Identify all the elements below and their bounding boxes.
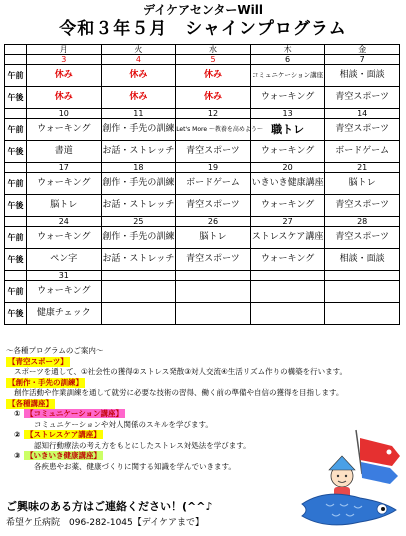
activity-cell bbox=[176, 303, 251, 325]
activity-cell: 青空スポーツ bbox=[325, 119, 400, 141]
am-row bbox=[5, 119, 400, 141]
date-cell: 12 bbox=[176, 109, 251, 119]
date-cell: 4 bbox=[101, 55, 176, 65]
lecture-label: 【各種講座】 bbox=[8, 398, 53, 408]
period-am-label: 午前 bbox=[5, 65, 27, 87]
activity-cell bbox=[250, 303, 325, 325]
activity-cell: ウォーキング bbox=[250, 195, 325, 217]
center-name: デイケアセンターWill bbox=[143, 3, 263, 17]
day-header-wed: 水 bbox=[176, 45, 251, 55]
activity-cell: ウォーキング bbox=[27, 173, 102, 195]
date-cell bbox=[250, 271, 325, 281]
activity-cell: ウォーキング bbox=[250, 141, 325, 163]
activity-cell bbox=[325, 303, 400, 325]
lecture-num-1: ① bbox=[14, 409, 21, 418]
period-pm-label: 午後 bbox=[5, 141, 27, 163]
pm-row bbox=[5, 303, 400, 325]
activity-cell: 青空スポーツ bbox=[325, 195, 400, 217]
activity-cell bbox=[325, 281, 400, 303]
date-cell: 21 bbox=[325, 163, 400, 173]
period-pm-label: 午後 bbox=[5, 87, 27, 109]
date-cell bbox=[176, 271, 251, 281]
health-lecture-label: 【いきいき健康講座】 bbox=[26, 451, 101, 460]
activity-cell: 青空スポーツ bbox=[176, 195, 251, 217]
activity-cell: ウォーキング bbox=[250, 249, 325, 271]
date-cell: 10 bbox=[27, 109, 102, 119]
activity-cell: ボードゲーム bbox=[325, 141, 400, 163]
notes-heading: ～各種プログラムのご案内～ bbox=[6, 346, 104, 355]
big-carp-icon bbox=[302, 494, 396, 525]
activity-cell: お話・ストレッチ bbox=[101, 141, 176, 163]
activity-cell: 脳トレ bbox=[176, 227, 251, 249]
date-row bbox=[5, 217, 400, 227]
date-cell bbox=[325, 271, 400, 281]
activity-cell: いきいき健康講座 bbox=[250, 173, 325, 195]
activity-cell: 青空スポーツ bbox=[176, 249, 251, 271]
koinobori-illustration bbox=[296, 426, 402, 530]
am-row bbox=[5, 281, 400, 303]
activity-cell: お話・ストレッチ bbox=[101, 249, 176, 271]
contact-phone: 希望ケ丘病院 096-282-1045【デイケアまで】 bbox=[6, 518, 204, 528]
sports-label: 【青空スポーツ】 bbox=[8, 356, 68, 366]
date-cell: 19 bbox=[176, 163, 251, 173]
pm-row bbox=[5, 87, 400, 109]
date-cell: 7 bbox=[325, 55, 400, 65]
period-am-label: 午前 bbox=[5, 227, 27, 249]
activity-cell: 休み bbox=[176, 65, 251, 87]
activity-cell: 相談・面談 bbox=[325, 65, 400, 87]
page-title: 令和３年５月 シャインプログラム bbox=[59, 19, 347, 39]
craft-label: 【創作・手先の訓練】 bbox=[8, 377, 83, 387]
day-header-fri: 金 bbox=[325, 45, 400, 55]
stress-lecture-text: 認知行動療法の考え方をもとにしたストレス対処法を学びます。 bbox=[34, 440, 251, 450]
pm-row bbox=[5, 249, 400, 271]
activity-cell: お話・ストレッチ bbox=[101, 195, 176, 217]
activity-cell: 書道 bbox=[27, 141, 102, 163]
activity-cell: 休み bbox=[27, 87, 102, 109]
activity-cell: 健康チェック bbox=[27, 303, 102, 325]
craft-text: 創作活動や作業訓練を通して就労に必要な技術の習得、働く前の準備や自信の獲得を目指します。 bbox=[14, 388, 344, 397]
activity-cell: 相談・面談 bbox=[325, 249, 400, 271]
period-am-label: 午前 bbox=[5, 281, 27, 303]
comm-lecture-label: 【コミュニケーション講座】 bbox=[26, 409, 124, 418]
date-row bbox=[5, 55, 400, 65]
period-pm-label: 午後 bbox=[5, 195, 27, 217]
activity-cell: Let's More ～教養を高めよう～ bbox=[176, 119, 251, 141]
activity-cell: 脳トレ bbox=[325, 173, 400, 195]
date-cell: 14 bbox=[325, 109, 400, 119]
corner-cell bbox=[5, 45, 27, 55]
period-am-label: 午前 bbox=[5, 119, 27, 141]
activity-cell: ウォーキング bbox=[27, 281, 102, 303]
lecture-num-2: ② bbox=[14, 430, 21, 439]
child-icon bbox=[329, 456, 355, 499]
date-cell: 11 bbox=[101, 109, 176, 119]
activity-cell: ウォーキング bbox=[27, 227, 102, 249]
activity-cell: コミュニケーション講座 bbox=[250, 65, 325, 87]
activity-cell: 職トレ bbox=[250, 119, 325, 141]
schedule-table bbox=[4, 44, 400, 325]
date-cell: 31 bbox=[27, 271, 102, 281]
activity-cell bbox=[250, 281, 325, 303]
day-header-tue: 火 bbox=[101, 45, 176, 55]
date-cell bbox=[101, 271, 176, 281]
activity-cell: 休み bbox=[27, 65, 102, 87]
activity-cell: 青空スポーツ bbox=[325, 227, 400, 249]
date-row bbox=[5, 109, 400, 119]
am-row bbox=[5, 65, 400, 87]
activity-cell: ウォーキング bbox=[27, 119, 102, 141]
date-cell: 24 bbox=[27, 217, 102, 227]
activity-cell: 休み bbox=[176, 87, 251, 109]
day-header-thu: 木 bbox=[250, 45, 325, 55]
activity-cell: 休み bbox=[101, 65, 176, 87]
pm-row bbox=[5, 141, 400, 163]
activity-cell: ペン字 bbox=[27, 249, 102, 271]
period-pm-label: 午後 bbox=[5, 303, 27, 325]
activity-cell: 創作・手先の訓練 bbox=[101, 119, 176, 141]
date-cell: 20 bbox=[250, 163, 325, 173]
activity-cell: 休み bbox=[101, 87, 176, 109]
contact-message: ご興味のある方はご連絡ください！(^^♪ bbox=[6, 500, 213, 513]
activity-cell bbox=[101, 303, 176, 325]
period-am-label: 午前 bbox=[5, 173, 27, 195]
activity-cell: 青空スポーツ bbox=[176, 141, 251, 163]
carp-streamer-icon bbox=[356, 430, 400, 484]
date-cell: 3 bbox=[27, 55, 102, 65]
date-cell: 25 bbox=[101, 217, 176, 227]
am-row bbox=[5, 227, 400, 249]
date-cell: 18 bbox=[101, 163, 176, 173]
date-cell: 13 bbox=[250, 109, 325, 119]
activity-cell: 脳トレ bbox=[27, 195, 102, 217]
sports-text: スポーツを通して、①社会性の獲得②ストレス発散③対人交流④生活リズム作りの構築を行います。 bbox=[14, 367, 347, 376]
activity-cell: ストレスケア講座 bbox=[250, 227, 325, 249]
comm-lecture-text: コミュニケーションや対人関係のスキルを学びます。 bbox=[34, 419, 213, 429]
date-cell: 27 bbox=[250, 217, 325, 227]
date-cell: 26 bbox=[176, 217, 251, 227]
health-lecture-text: 各疾患やお薬、健康づくりに関する知識を学んでいきます。 bbox=[34, 461, 236, 471]
date-cell: 17 bbox=[27, 163, 102, 173]
day-header-mon: 月 bbox=[27, 45, 102, 55]
stress-lecture-label: 【ストレスケア講座】 bbox=[26, 430, 101, 439]
activity-cell: 創作・手先の訓練 bbox=[101, 227, 176, 249]
date-cell: 28 bbox=[325, 217, 400, 227]
lecture-num-3: ③ bbox=[14, 451, 21, 460]
activity-cell bbox=[176, 281, 251, 303]
activity-cell: ウォーキング bbox=[250, 87, 325, 109]
am-row bbox=[5, 173, 400, 195]
period-pm-label: 午後 bbox=[5, 249, 27, 271]
activity-cell bbox=[101, 281, 176, 303]
date-cell: 5 bbox=[176, 55, 251, 65]
pm-row bbox=[5, 195, 400, 217]
date-cell: 6 bbox=[250, 55, 325, 65]
activity-cell: 青空スポーツ bbox=[325, 87, 400, 109]
date-row bbox=[5, 271, 400, 281]
activity-cell: 創作・手先の訓練 bbox=[101, 173, 176, 195]
date-row bbox=[5, 163, 400, 173]
activity-cell: ボードゲーム bbox=[176, 173, 251, 195]
